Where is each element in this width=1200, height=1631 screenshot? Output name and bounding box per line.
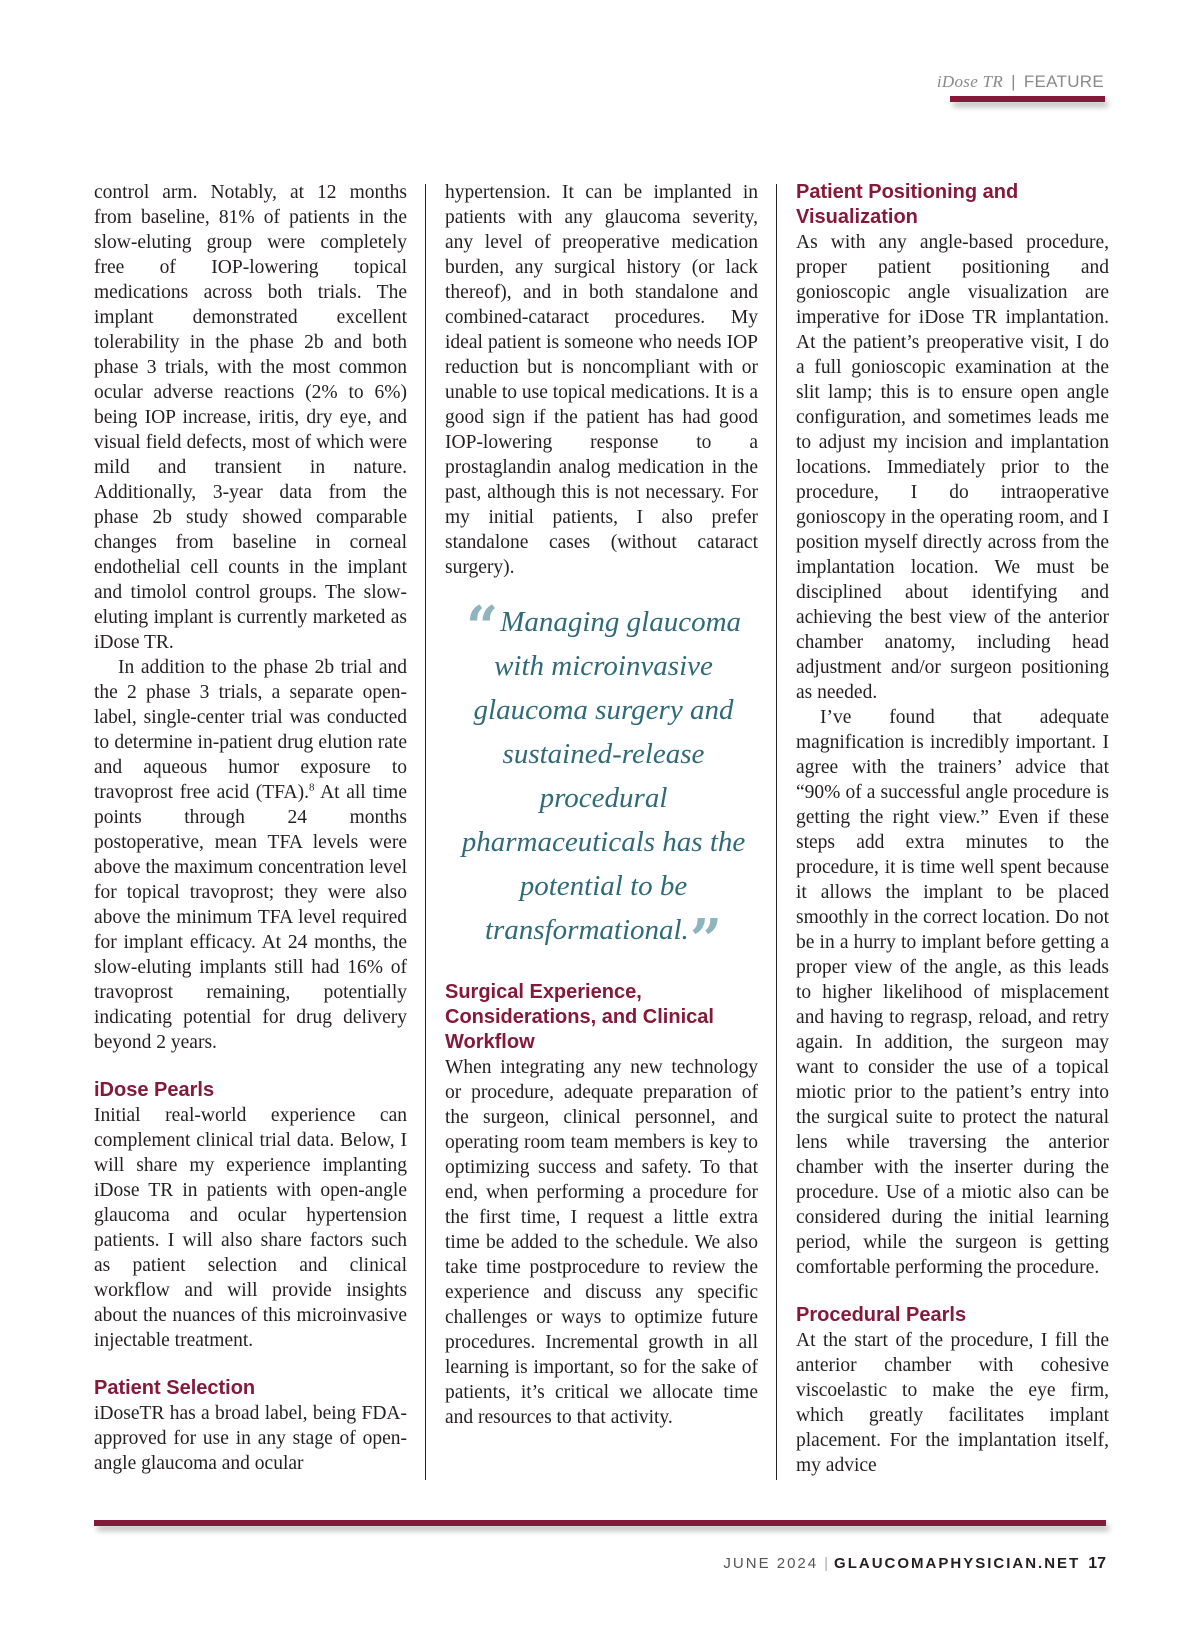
paragraph-text: In addition to the phase 2b trial and the 2 phase 3 trials, a separate open-label, single-center trial was conducted to determine in-patient drug elution rate and aqueous humor exposure to travoprost free acid (TFA). [94, 657, 407, 803]
page-footer [723, 1555, 1106, 1573]
article-column-2 [445, 180, 758, 1430]
paragraph: control arm. Notably, at 12 months from baseline, 81% of patients in the slow-eluting group were completely free of IOP-lowering topical medications across both trials. The implant demonstrated excellent tolerability in the phase 2b and both phase 3 trials, with the most common ocular adverse reactions (2% to 6%) being IOP increase, iritis, dry eye, and visual field defects, most of which were mild and transient in nature. Additionally, 3-year data from the phase 2b study showed comparable changes from baseline in corneal endothelial cell counts in the implant and timolol control groups. The slow-eluting implant is currently marketed as iDose TR. [94, 182, 407, 653]
footer-separator: | [824, 1555, 829, 1572]
pull-quote-text: Managing glaucoma with microinvasive glaucoma surgery and sustained-release procedural pharmaceuticals has the potential to be transformational. [461, 606, 746, 946]
header-accent-rule [950, 96, 1105, 102]
section-heading-procedural-pearls: Procedural Pearls [796, 1304, 967, 1326]
section-heading-idose-pearls: iDose Pearls [94, 1079, 215, 1101]
running-head [937, 72, 1104, 92]
issue-date: JUNE 2024 [723, 1555, 819, 1572]
paragraph: As with any angle-based procedure, proper patient positioning and gonioscopic angle visualization are imperative for iDose TR implantation. At the patient’s preoperative visit, I do a full gonioscopic examination at the slit lamp; this is to ensure open angle configuration, and sometimes leads me to adjust my incision and implantation locations. Immediately prior to the procedure, I do intraoperative gonioscopy in the operating room, and I position myself directly across from the implantation location. We must be disciplined about identifying and achieving the best view of the anterior chamber anatomy, including head adjustment and/or surgeon positioning as needed. [796, 232, 1109, 703]
article-column-1 [94, 180, 407, 1476]
paragraph: I’ve found that adequate magnification is incredibly important. I agree with the trainers’ advice that “90% of a successful angle procedure is getting the right view.” Even if these steps add extra minutes to the procedure, it is time well spent because it allows the implant to be placed smoothly in the correct location. Do not be in a hurry to implant before getting a proper view of the angle, as this leads to higher likelihood of misplacement and having to regrasp, reload, and retry again. In addition, the surgeon may want to consider the use of a topical miotic prior to the patient’s entry into the surgical suite to protect the natural lens while traversing the anterior chamber with the inserter during the procedure. Use of a miotic also can be considered during the initial learning period, while the surgeon is getting comfortable performing the procedure. [796, 707, 1109, 1278]
pull-quote [457, 594, 750, 973]
website-name: GLAUCOMAPHYSICIAN.NET [834, 1555, 1081, 1572]
footer-accent-rule [94, 1520, 1106, 1526]
column-divider [776, 184, 777, 1480]
section-heading-patient-selection: Patient Selection [94, 1377, 256, 1399]
paragraph: iDoseTR has a broad label, being FDA-approved for use in any stage of open-angle glaucoma and ocular [94, 1403, 407, 1474]
section-heading-patient-positioning: Patient Positioning and Visualization [796, 181, 1019, 228]
paragraph: At the start of the procedure, I fill the anterior chamber with cohesive viscoelastic to make the eye firm, which greatly facilitates implant placement. For the implantation itself, my advice [796, 1330, 1109, 1476]
open-quote-icon: “ [465, 594, 499, 660]
paragraph [94, 655, 407, 1055]
running-head-separator: | [1011, 72, 1016, 91]
paragraph: Initial real-world experience can complement clinical trial data. Below, I will share my experience implanting iDose TR in patients with open-angle glaucoma and ocular hypertension patients. I will also share factors such as patient selection and clinical workflow and will provide insights about the nuances of this microinvasive injectable treatment. [94, 1105, 407, 1351]
paragraph-text: At all time points through 24 months postoperative, mean TFA levels were above the maximum concentration level for topical travoprost; they were also above the minimum TFA level required for implant efficacy. At 24 months, the slow-eluting implants still had 16% of travoprost remaining, potentially indicating potential for drug delivery beyond 2 years. [94, 782, 407, 1053]
paragraph: When integrating any new technology or procedure, adequate preparation of the surgeon, clinical personnel, and operating room team members is key to optimizing success and safety. To that end, when performing a procedure for the first time, I request a little extra time be added to the schedule. We also take time postprocedure to review the experience and discuss any specific challenges or ways to optimize future procedures. Incremental growth in all learning is important, so for the sake of patients, it’s critical we allocate time and resources to that activity. [445, 1057, 758, 1428]
reference-superscript: 8 [309, 781, 315, 794]
article-column-3 [796, 180, 1109, 1478]
page-number: 17 [1088, 1555, 1106, 1572]
section-heading-surgical-experience: Surgical Experience, Considerations, and Clinical Workflow [445, 981, 714, 1053]
running-head-section: FEATURE [1023, 72, 1104, 91]
close-quote-icon: ” [689, 907, 723, 973]
column-divider [425, 184, 426, 1480]
running-head-product: iDose TR [936, 72, 1004, 91]
paragraph: hypertension. It can be implanted in patients with any glaucoma severity, any level of preoperative medication burden, any surgical history (or lack thereof), and in both standalone and combined-cataract procedures. My ideal patient is someone who needs IOP reduction but is noncompliant with or unable to use topical medications. It is a good sign if the patient has had good IOP-lowering response to a prostaglandin analog medication in the past, although this is not necessary. For my initial patients, I also prefer standalone cases (without cataract surgery). [445, 182, 758, 578]
